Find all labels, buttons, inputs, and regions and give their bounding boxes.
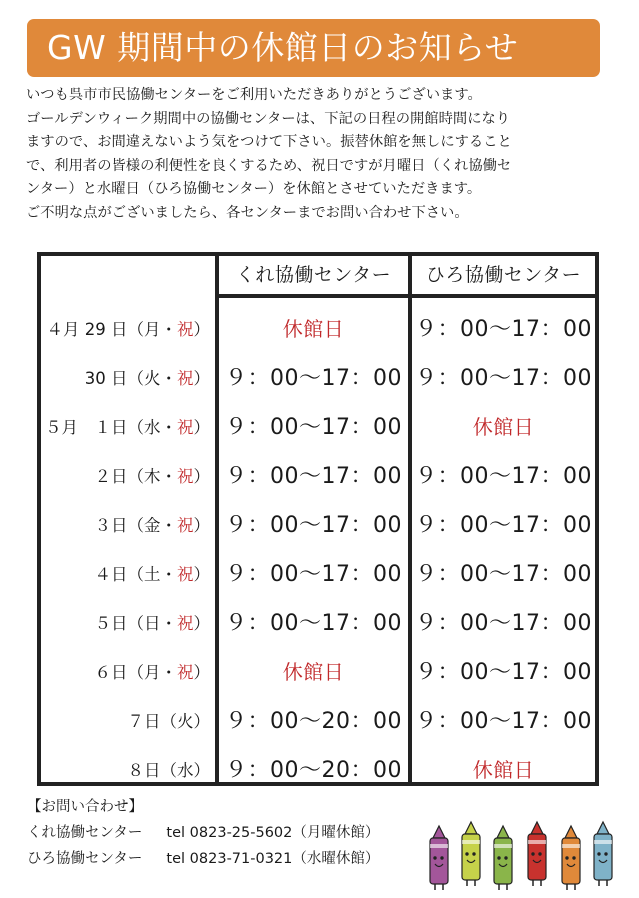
date-text: ４日（土・: [94, 565, 177, 584]
crayon-band: [494, 844, 512, 848]
crayon-eye: [604, 852, 607, 855]
date-text: ８日（水）: [127, 761, 210, 780]
intro-line: ご不明な点がございましたら、各センターまでお問い合わせ下さい。: [26, 204, 469, 221]
intro-line: ンター）と水曜日（ひろ協働センター）を休館とさせていただきます。: [26, 181, 482, 198]
kure-hours-cell: ９：00〜20：00: [225, 758, 402, 783]
kure-hours-cell: ９：00〜20：00: [225, 709, 402, 734]
contact-line-hiro: [27, 846, 379, 872]
date-cell: [41, 501, 215, 550]
date-text-close: ）: [193, 418, 210, 437]
date-text: ６日（月・: [94, 663, 177, 682]
crayon-tip: [565, 826, 577, 838]
date-label: [47, 305, 211, 354]
contact-name: くれ協働センター: [27, 825, 143, 841]
date-text: 30 日（火・: [84, 369, 177, 388]
crayon-mascots-illustration: [426, 818, 626, 896]
crayon-band: [594, 840, 612, 844]
header-divider: [215, 294, 595, 298]
intro-text: [26, 84, 616, 226]
contact-heading: 【お問い合わせ】: [27, 799, 143, 815]
title-banner: [27, 19, 600, 77]
date-text: ４月 29 日（月・: [46, 320, 177, 339]
hiro-hours-cell: ９：00〜17：00: [415, 611, 592, 636]
table-row: [41, 550, 595, 599]
intro-line: ますので、お間違えないよう気をつけて下さい。振替休館を無しにすること: [26, 134, 512, 151]
crayon-eye: [433, 856, 436, 859]
date-label: [95, 599, 211, 648]
table-row: [41, 452, 595, 501]
date-label: [95, 501, 211, 550]
crayon-tip: [433, 826, 445, 838]
contact-name: ひろ協働センター: [27, 851, 143, 867]
crayon-tip: [497, 826, 509, 838]
date-text-close: ）: [193, 467, 210, 486]
holiday-mark: 祝: [177, 614, 194, 633]
date-text-close: ）: [193, 320, 210, 339]
holiday-mark: 祝: [177, 418, 194, 437]
date-text: ３日（金・: [94, 516, 177, 535]
crayon-eye: [531, 852, 534, 855]
crayon-eye: [465, 852, 468, 855]
date-cell: [41, 305, 215, 354]
date-label: [95, 452, 211, 501]
date-label: [128, 746, 211, 795]
crayon-tip: [531, 822, 543, 834]
hiro-hours-cell: ９：00〜17：00: [415, 513, 592, 538]
date-label: [85, 354, 210, 403]
crayon-eye: [572, 856, 575, 859]
crayon-eye: [472, 852, 475, 855]
crayon-eye: [538, 852, 541, 855]
kure-hours-cell: ９：00〜17：00: [225, 611, 402, 636]
kure-hours-cell: ９：00〜17：00: [225, 366, 402, 391]
contact-line-kure: [27, 820, 379, 846]
page-title: GW 期間中の休館日のお知らせ: [47, 28, 519, 67]
crayon-eye: [497, 856, 500, 859]
intro-line: ゴールデンウィーク期間中の協働センターは、下記の日程の開館時間になり: [26, 110, 511, 127]
table-row: [41, 648, 595, 697]
table-row: [41, 501, 595, 550]
crayon-band: [430, 844, 448, 848]
date-text: ２日（木・: [94, 467, 177, 486]
date-text-close: ）: [193, 614, 210, 633]
crayon-mascot: [494, 826, 512, 890]
crayon-band: [462, 840, 480, 844]
table-row: [41, 599, 595, 648]
date-text-close: ）: [193, 369, 210, 388]
date-label: [128, 697, 211, 746]
date-cell: [41, 746, 215, 795]
crayon-eye: [504, 856, 507, 859]
crayon-tip: [465, 822, 477, 834]
holiday-mark: 祝: [177, 320, 194, 339]
table-row: [41, 305, 595, 354]
date-cell: [41, 599, 215, 648]
holiday-mark: 祝: [177, 516, 194, 535]
contact-tel: tel 0823-25-5602（月曜休館）: [166, 825, 380, 841]
date-label: [45, 403, 210, 452]
holiday-mark: 祝: [177, 369, 194, 388]
crayon-eye: [440, 856, 443, 859]
intro-line: いつも呉市市民協働センターをご利用いただきありがとうございます。: [26, 87, 482, 103]
hiro-hours-cell: ９：00〜17：00: [415, 317, 592, 342]
hiro-hours-cell: ９：00〜17：00: [415, 660, 592, 685]
hiro-hours-cell: ９：00〜17：00: [415, 562, 592, 587]
date-text: ７日（火）: [127, 712, 210, 731]
kure-closed-cell: 休館日: [282, 660, 345, 684]
date-cell: [41, 648, 215, 697]
crayon-eye: [597, 852, 600, 855]
date-cell: [41, 403, 215, 452]
kure-hours-cell: ９：00〜17：00: [225, 562, 402, 587]
crayon-mascot: [528, 822, 546, 886]
holiday-mark: 祝: [177, 565, 194, 584]
kure-hours-cell: ９：00〜17：00: [225, 464, 402, 489]
schedule-table: [37, 252, 599, 786]
hiro-hours-cell: ９：00〜17：00: [415, 366, 592, 391]
hiro-closed-cell: 休館日: [472, 758, 535, 782]
date-label: [95, 550, 211, 599]
date-text-close: ）: [193, 565, 210, 584]
crayon-mascot: [430, 826, 448, 890]
crayon-mascot: [594, 822, 612, 886]
date-text: ５月 １日（水・: [45, 418, 177, 437]
table-row: [41, 697, 595, 746]
contact-tel: tel 0823-71-0321（水曜休館）: [166, 851, 380, 867]
crayon-eye: [565, 856, 568, 859]
table-row: [41, 403, 595, 452]
date-label: [95, 648, 211, 697]
date-text: ５日（日・: [94, 614, 177, 633]
table-row: [41, 746, 595, 795]
date-cell: [41, 697, 215, 746]
header-hiro: ひろ協働センター: [425, 264, 582, 286]
crayon-mascot: [462, 822, 480, 886]
crayon-band: [562, 844, 580, 848]
kure-closed-cell: 休館日: [282, 317, 345, 341]
hiro-hours-cell: ９：00〜17：00: [415, 709, 592, 734]
date-cell: [41, 550, 215, 599]
table-row: [41, 354, 595, 403]
holiday-mark: 祝: [177, 467, 194, 486]
intro-line: で、利用者の皆様の利便性を良くするため、祝日ですが月曜日（くれ協働セ: [26, 157, 512, 174]
hiro-closed-cell: 休館日: [472, 415, 535, 439]
date-text-close: ）: [193, 663, 210, 682]
crayon-tip: [597, 822, 609, 834]
date-cell: [41, 452, 215, 501]
kure-hours-cell: ９：00〜17：00: [225, 513, 402, 538]
header-kure: くれ協働センター: [235, 264, 392, 286]
date-text-close: ）: [193, 516, 210, 535]
crayon-mascot: [562, 826, 580, 890]
holiday-mark: 祝: [177, 663, 194, 682]
hiro-hours-cell: ９：00〜17：00: [415, 464, 592, 489]
crayon-band: [528, 840, 546, 844]
kure-hours-cell: ９：00〜17：00: [225, 415, 402, 440]
contact-section: [27, 794, 379, 872]
date-cell: [41, 354, 215, 403]
